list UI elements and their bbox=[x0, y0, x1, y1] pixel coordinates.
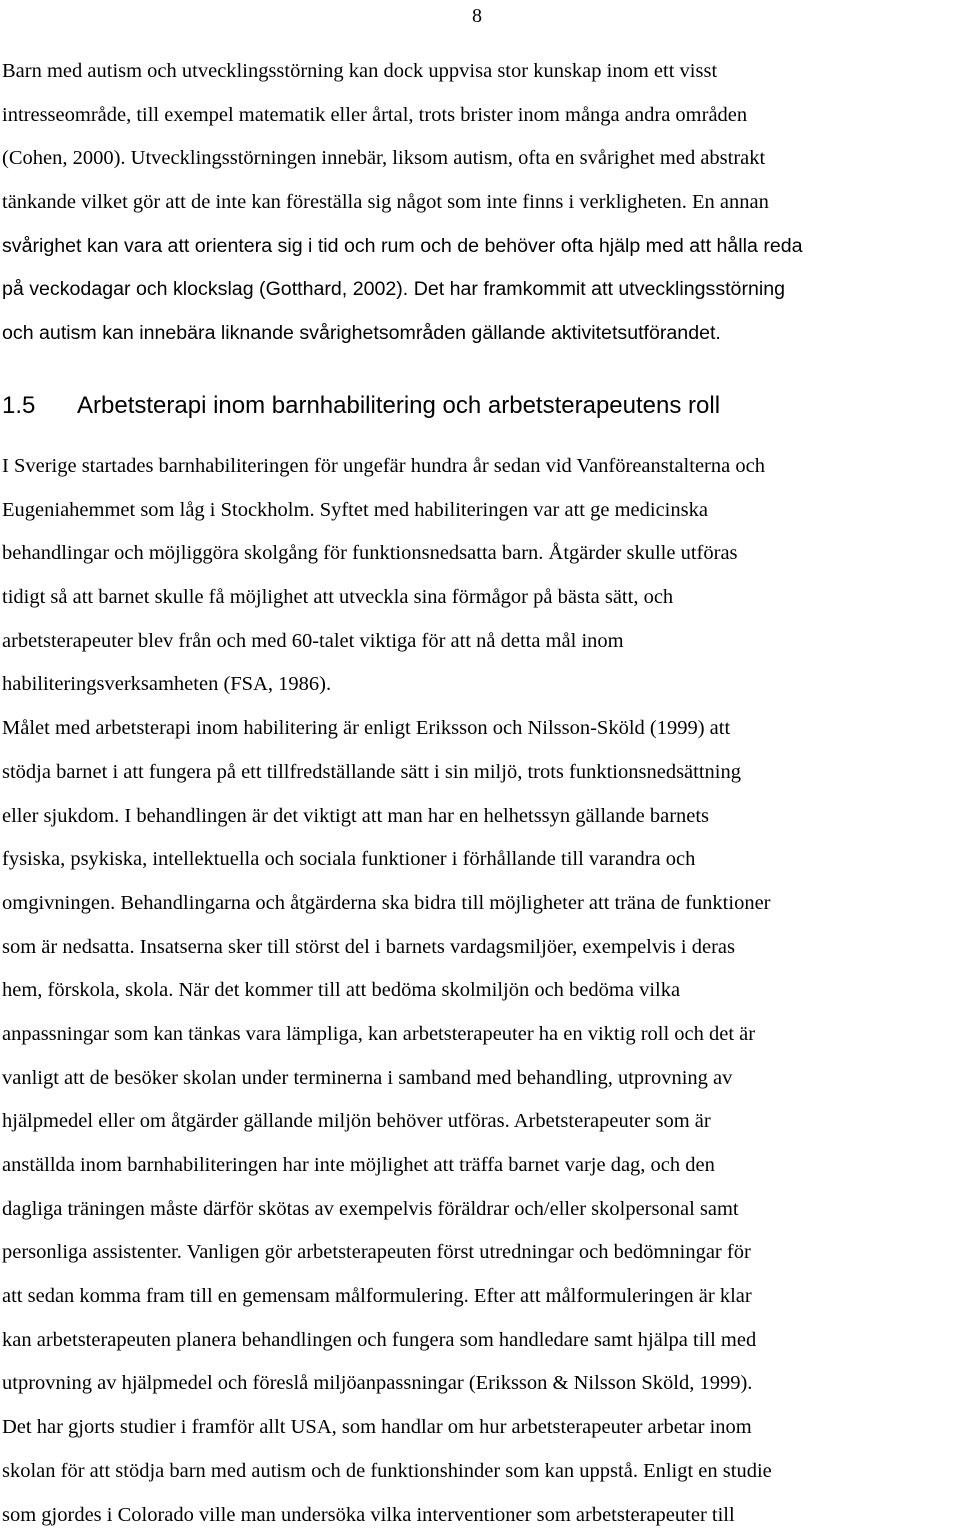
text-line: utprovning av hjälpmedel och föreslå miljöanpassningar (Eriksson & Nilsson Sköld, 1999). bbox=[2, 1362, 960, 1406]
text-line: personliga assistenter. Vanligen gör arbetsterapeuten först utredningar och bedömningar för bbox=[2, 1231, 960, 1275]
text-line: som gjordes i Colorado ville man undersöka vilka interventioner som arbetsterapeuter till bbox=[2, 1494, 960, 1537]
section-title: Arbetsterapi inom barnhabilitering och arbetsterapeutens roll bbox=[77, 392, 720, 419]
text-line: tidigt så att barnet skulle få möjlighet att utveckla sina förmågor på bästa sätt, och bbox=[2, 576, 960, 620]
text-line: svårighet kan vara att orientera sig i tid och rum och de behöver ofta hjälp med att hålla reda bbox=[2, 225, 960, 269]
text-line: behandlingar och möjliggöra skolgång för funktionsnedsatta barn. Åtgärder skulle utföras bbox=[2, 532, 960, 576]
text-line: skolan för att stödja barn med autism och de funktionshinder som kan uppstå. Enligt en studie bbox=[2, 1450, 960, 1494]
text-line: hem, förskola, skola. När det kommer till att bedöma skolmiljön och bedöma vilka bbox=[2, 969, 960, 1013]
text-line: anpassningar som kan tänkas vara lämpliga, kan arbetsterapeuter ha en viktig roll och det är bbox=[2, 1013, 960, 1057]
text-line: på veckodagar och klockslag (Gotthard, 2002). Det har framkommit att utvecklingsstörning bbox=[2, 268, 960, 312]
text-line: habiliteringsverksamheten (FSA, 1986). bbox=[2, 663, 960, 707]
page-number: 8 bbox=[472, 4, 482, 28]
text-line: omgivningen. Behandlingarna och åtgärderna ska bidra till möjligheter att träna de funktioner bbox=[2, 882, 960, 926]
text-line: vanligt att de besöker skolan under terminerna i samband med behandling, utprovning av bbox=[2, 1057, 960, 1101]
text-line: som är nedsatta. Insatserna sker till störst del i barnets vardagsmiljöer, exempelvis i deras bbox=[2, 926, 960, 970]
text-line: fysiska, psykiska, intellektuella och sociala funktioner i förhållande till varandra och bbox=[2, 838, 960, 882]
text-line: intresseområde, till exempel matematik eller årtal, trots brister inom många andra områden bbox=[2, 94, 960, 138]
text-line: hjälpmedel eller om åtgärder gällande miljön behöver utföras. Arbetsterapeuter som är bbox=[2, 1100, 960, 1144]
text-line: Eugeniahemmet som låg i Stockholm. Syftet med habiliteringen var att ge medicinska bbox=[2, 489, 960, 533]
text-line: och autism kan innebära liknande svårighetsområden gällande aktivitetsutförandet. bbox=[2, 312, 960, 356]
section-heading bbox=[2, 384, 720, 428]
text-line: tänkande vilket gör att de inte kan föreställa sig något som inte finns i verkligheten. En annan bbox=[2, 181, 960, 225]
text-line: (Cohen, 2000). Utvecklingsstörningen innebär, liksom autism, ofta en svårighet med abstrakt bbox=[2, 137, 960, 181]
text-line: anställda inom barnhabiliteringen har inte möjlighet att träffa barnet varje dag, och den bbox=[2, 1144, 960, 1188]
text-line: I Sverige startades barnhabiliteringen för ungefär hundra år sedan vid Vanföreanstalterna och bbox=[2, 445, 960, 489]
text-line: dagliga träningen måste därför skötas av exempelvis föräldrar och/eller skolpersonal samt bbox=[2, 1188, 960, 1232]
text-line: Målet med arbetsterapi inom habilitering är enligt Eriksson och Nilsson-Sköld (1999) att bbox=[2, 707, 960, 751]
text-line: stödja barnet i att fungera på ett tillfredställande sätt i sin miljö, trots funktionsnedsättning bbox=[2, 751, 960, 795]
section-number: 1.5 bbox=[2, 384, 77, 428]
paragraph-occupational-therapy-habilitation bbox=[2, 445, 960, 1537]
text-line: arbetsterapeuter blev från och med 60-talet viktiga för att nå detta mål inom bbox=[2, 620, 960, 664]
text-line: Det har gjorts studier i framför allt USA, som handlar om hur arbetsterapeuter arbetar inom bbox=[2, 1406, 960, 1450]
paragraph-autism-intellectual-disability bbox=[2, 50, 960, 356]
text-line: eller sjukdom. I behandlingen är det viktigt att man har en helhetssyn gällande barnets bbox=[2, 795, 960, 839]
text-line: att sedan komma fram till en gemensam målformulering. Efter att målformuleringen är klar bbox=[2, 1275, 960, 1319]
text-line: Barn med autism och utvecklingsstörning kan dock uppvisa stor kunskap inom ett visst bbox=[2, 50, 960, 94]
text-line: kan arbetsterapeuten planera behandlingen och fungera som handledare samt hjälpa till med bbox=[2, 1319, 960, 1363]
